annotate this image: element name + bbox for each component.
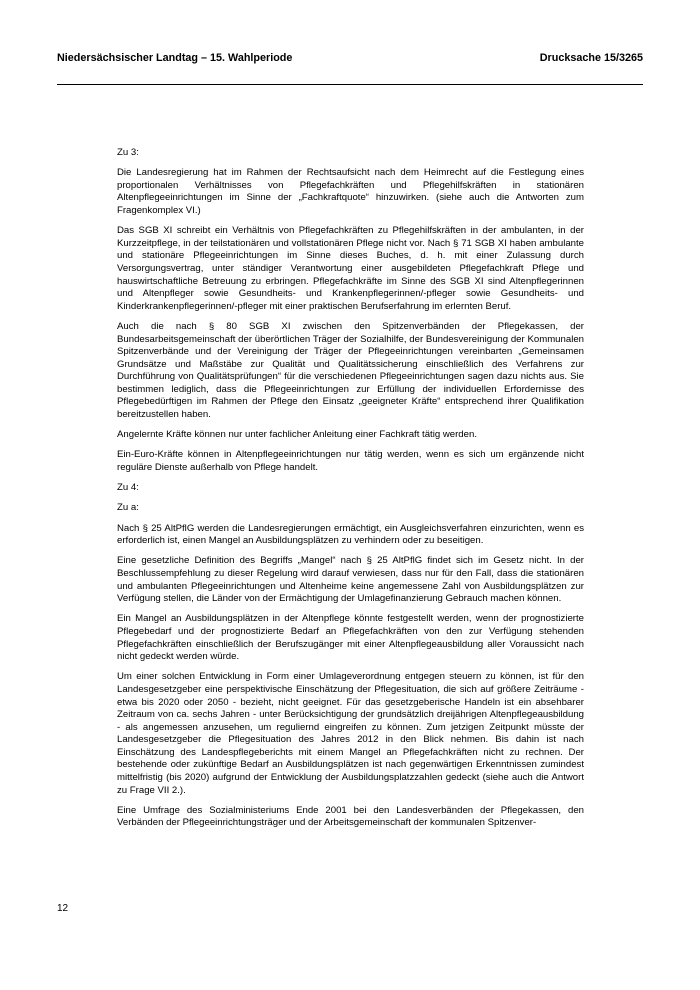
header-title: Niedersächsischer Landtag – 15. Wahlperiode [57, 52, 293, 64]
paragraph: Das SGB XI schreibt ein Verhältnis von Pflegefachkräften zu Pflegehilfskräften in der ambulanten, in der Kurzzeitpflege, in der teilstationären und vollstationären Pflege nicht vor. Nach § 71 SGB XI haben ambulante und stationäre Pflegeeinrichtungen im Sinne dieses Buches, d. h. mit einer Zulassung durch Versorgungsvertrag, unter ständiger Verantwortung einer ausgebildeten Pflegefachkraft Pflege und hauswirtschaftliche Betreuung zu erbringen. Pflegefachkräfte im Sinne des SGB XI sind Altenpflegerinnen und Altenpfleger sowie Gesundheits- und Krankenpflegerinnen/-pfleger sowie Gesundheits- und Kinderkrankenpflegerinnen/-pfleger mit einer praktischen Berufserfahrung im erlernten Beruf. [117, 225, 584, 312]
paragraph: Auch die nach § 80 SGB XI zwischen den Spitzenverbänden der Pflegekassen, der Bundesarbeitsgemeinschaft der überörtlichen Träger der Sozialhilfe, der Bundesvereinigung der Kommunalen Spitzenverbände und der Vereinigung der Träger der Pflegeeinrichtungen vereinbarten „Gemeinsamen Grundsätze und Maßstäbe zur Qualität und Qualitätssicherung einschließlich des Verfahrens zur Durchführung von Qualitätsprüfungen“ für die verschiedenen Pflegeeinrichtungen sagen dazu nichts aus. Sie bestimmen lediglich, dass die Pflegeeinrichtungen zur Erfüllung der individuellen Erfordernisse des Pflegebedürftigen im Rahmen der Pflege den Einsatz „geeigneter Kräfte“ entsprechend ihrer Qualifikation bereitzustellen haben. [117, 320, 584, 421]
paragraph: Eine gesetzliche Definition des Begriffs „Mangel“ nach § 25 AltPflG findet sich im Gesetz nicht. In der Beschlussempfehlung zu dieser Regelung wird darauf verwiesen, dass nur für den Fall, dass die stationären und ambulanten Pflegeeinrichtungen und Altenheime keine angemessene Zahl von Ausbildungsplätzen zur Verfügung stellen, die Länder von der Ermächtigung der Umlagefinanzierung Gebrauch machen können. [117, 555, 584, 605]
header-rule [57, 84, 643, 85]
paragraph: Die Landesregierung hat im Rahmen der Rechtsaufsicht nach dem Heimrecht auf die Festlegung eines proportionalen Verhältnisses von Pflegefachkräften und Pflegehilfskräften in stationären Altenpflegeeinrichtungen im Sinne der „Fachkraftquote“ hinzuwirken. (siehe auch die Antworten zum Fragenkomplex VI.) [117, 167, 584, 216]
paragraph: Um einer solchen Entwicklung in Form einer Umlageverordnung entgegen steuern zu können, ist für den Landesgesetzgeber eine perspektivische Einschätzung der Pflegesituation, die sich auf größere Zeiträume - etwa bis 2020 oder 2050 - bezieht, nicht geeignet. Für das gesetzgeberische Handeln ist ein absehbarer Zeitraum von ca. sechs Jahren - unter Berücksichtigung der grundsätzlich dreijährigen Altenpflegeausbildung - als angemessen anzusehen, um reguliernd eingreifen zu können. Zum jetzigen Zeitpunkt müsste der Landesgesetzgeber die Pflegesituation des Jahres 2012 in den Blick nehmen. Bis dahin ist nach Einschätzung des Landespflegeberichts mit einem Mangel an Pflegefachkräften nicht zu rechnen. Der bestehende oder zukünftige Bedarf an Ausbildungsplätzen ist nach gegenwärtigen Erkenntnissen zumindest mittelfristig (bis 2020) aufgrund der Entwicklung der Ausbildungsplatzzahlen gedeckt (siehe auch die Antwort zu Frage VII 2.). [117, 671, 584, 796]
heading-zu-4: Zu 4: [117, 482, 139, 494]
paragraph: Nach § 25 AltPflG werden die Landesregierungen ermächtigt, ein Ausgleichsverfahren einzurichten, wenn es erforderlich ist, einen Mangel an Ausbildungsplätzen zu verhindern oder zu beseitigen. [117, 522, 584, 547]
header-document-number: Drucksache 15/3265 [539, 52, 643, 64]
page-number: 12 [57, 903, 69, 914]
page-header [57, 52, 643, 72]
heading-zu-a: Zu a: [117, 502, 139, 514]
paragraph: Ein-Euro-Kräfte können in Altenpflegeeinrichtungen nur tätig werden, wenn es sich um ergänzende nicht reguläre Dienste außerhalb von Pflege handelt. [117, 449, 584, 474]
body-text [117, 147, 584, 838]
paragraph: Eine Umfrage des Sozialministeriums Ende 2001 bei den Landesverbänden der Pflegekassen, den Verbänden der Pflegeeinrichtungsträger und der Arbeitsgemeinschaft der kommunalen Spitzenver- [117, 804, 584, 829]
paragraph: Angelernte Kräfte können nur unter fachlicher Anleitung einer Fachkraft tätig werden. [117, 429, 477, 441]
paragraph: Ein Mangel an Ausbildungsplätzen in der Altenpflege könnte festgestellt werden, wenn der prognostizierte Pflegebedarf und der prognostizierte Bedarf an Pflegefachkräften von den zur Verfügung stehenden Pflegefachkräften einschließlich der Berufszugänger mit einer Altenpflegeausbildung aller Voraussicht nach nicht gedeckt werden würde. [117, 613, 584, 663]
heading-zu-3: Zu 3: [117, 147, 139, 158]
